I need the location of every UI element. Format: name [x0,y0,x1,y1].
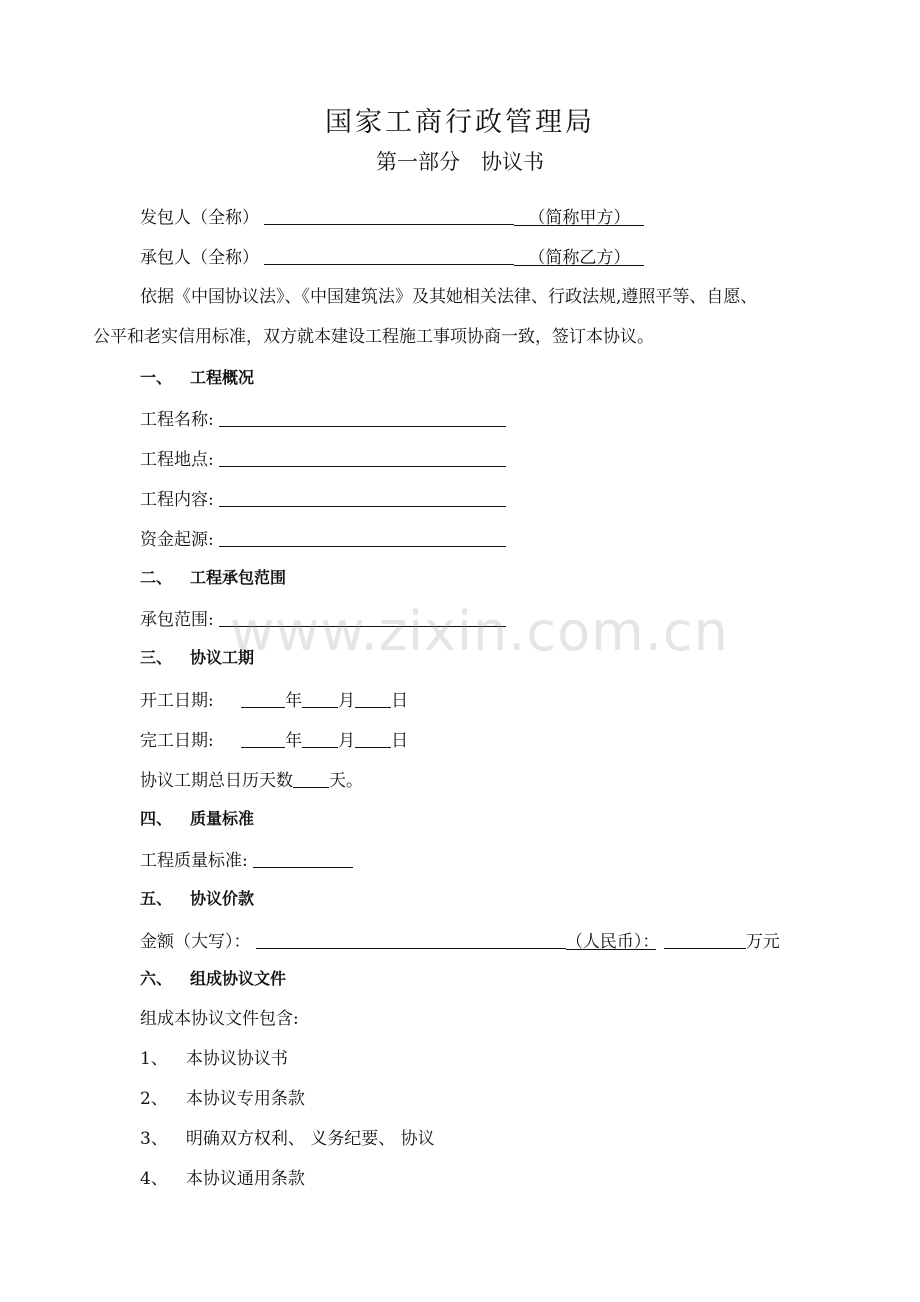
doc-item-text: 本协议通用条款 [185,1169,305,1189]
total-days-label: 协议工期总日历天数 [140,771,293,791]
funding-source-label: 资金起源: [140,530,214,550]
intro-line-1: 依据《中国协议法》、《中国建筑法》及其她相关法律、行政法规,遵照平等、自愿、 [140,287,758,307]
party-a-line [140,204,644,229]
quality-label: 工程质量标准: [140,851,248,871]
doc-item-number: 4、 [140,1169,168,1189]
doc-item-text: 本协议专用条款 [185,1089,305,1109]
section-3-title: 协议工期 [190,648,255,667]
end-month-blank[interactable] [302,729,338,748]
section-1-number: 一、 [140,368,173,387]
start-month-blank[interactable] [302,689,338,708]
project-name-label: 工程名称: [140,410,214,430]
amount-words-blank[interactable] [256,930,566,949]
section-4-title: 质量标准 [190,809,255,828]
party-b-line [140,244,644,269]
end-month-label: 月 [338,731,356,751]
doc-item-text: 本协议协议书 [185,1049,288,1069]
start-month-label: 月 [338,691,356,711]
start-year-label: 年 [285,691,303,711]
doc-item [140,1048,288,1070]
start-day-label: 日 [391,691,409,711]
section-1-title: 工程概况 [190,368,255,387]
section-1-heading [140,367,254,389]
end-day-blank[interactable] [355,729,391,748]
document-title: 国家工商行政管理局 [325,107,595,138]
scope-label: 承包范围: [140,610,214,630]
section-4-heading [140,808,254,830]
end-year-label: 年 [285,731,303,751]
section-5-heading [140,888,254,910]
doc-item [140,1088,305,1110]
section-5-number: 五、 [140,889,173,908]
section-6-title: 组成协议文件 [190,969,287,988]
rmb-label: （人民币）： [565,932,660,952]
start-year-blank[interactable] [241,689,285,708]
start-day-blank[interactable] [355,689,391,708]
project-name-blank[interactable] [219,408,506,427]
docs-intro: 组成本协议文件包含: [140,1009,299,1029]
funding-source-line [140,526,506,551]
section-3-number: 三、 [140,648,173,667]
funding-source-blank[interactable] [219,528,506,547]
amount-label: 金额（大写）： [140,932,251,952]
party-b-blank[interactable] [264,246,514,265]
intro-line-2: 公平和老实信用标准，双方就本建设工程施工事项协商一致，签订本协议。 [93,327,654,347]
end-year-blank[interactable] [241,729,285,748]
section-2-number: 二、 [140,568,173,587]
project-content-label: 工程内容: [140,490,214,510]
doc-item [140,1168,305,1190]
end-date-line [140,727,408,752]
project-location-line [140,446,506,471]
watermark: www.zixin.com.cn [230,600,729,663]
wan-yuan-label: 万元 [745,932,780,952]
doc-item [140,1128,435,1150]
total-days-line [140,767,363,792]
section-2-heading [140,567,286,589]
doc-item-number: 3、 [140,1129,168,1149]
party-a-label: 发包人（全称） [140,208,259,228]
start-date-line [140,687,408,712]
project-content-line [140,486,506,511]
project-location-label: 工程地点: [140,450,214,470]
total-days-suffix: 天。 [329,771,363,791]
section-6-number: 六、 [140,969,173,988]
document-subtitle: 第一部分 协议书 [376,150,544,174]
party-a-suffix: （简称甲方） [514,207,644,226]
amount-number-blank[interactable] [664,930,746,949]
doc-item-number: 2、 [140,1089,168,1109]
end-date-label: 完工日期: [140,731,214,751]
project-location-blank[interactable] [219,448,506,467]
party-b-suffix: （简称乙方） [514,247,644,266]
quality-line [140,847,353,872]
section-2-title: 工程承包范围 [190,568,287,587]
amount-line [140,928,780,953]
project-name-line [140,406,506,431]
doc-item-text: 明确双方权利、 义务纪要、 协议 [185,1129,435,1149]
party-a-blank[interactable] [264,206,514,225]
section-6-heading [140,968,286,990]
start-date-label: 开工日期: [140,691,214,711]
section-4-number: 四、 [140,809,173,828]
end-day-label: 日 [391,731,409,751]
total-days-blank[interactable] [293,769,329,788]
project-content-blank[interactable] [219,488,506,507]
doc-item-number: 1、 [140,1049,168,1069]
section-5-title: 协议价款 [190,889,255,908]
quality-blank[interactable] [253,849,353,868]
party-b-label: 承包人（全称） [140,248,259,268]
